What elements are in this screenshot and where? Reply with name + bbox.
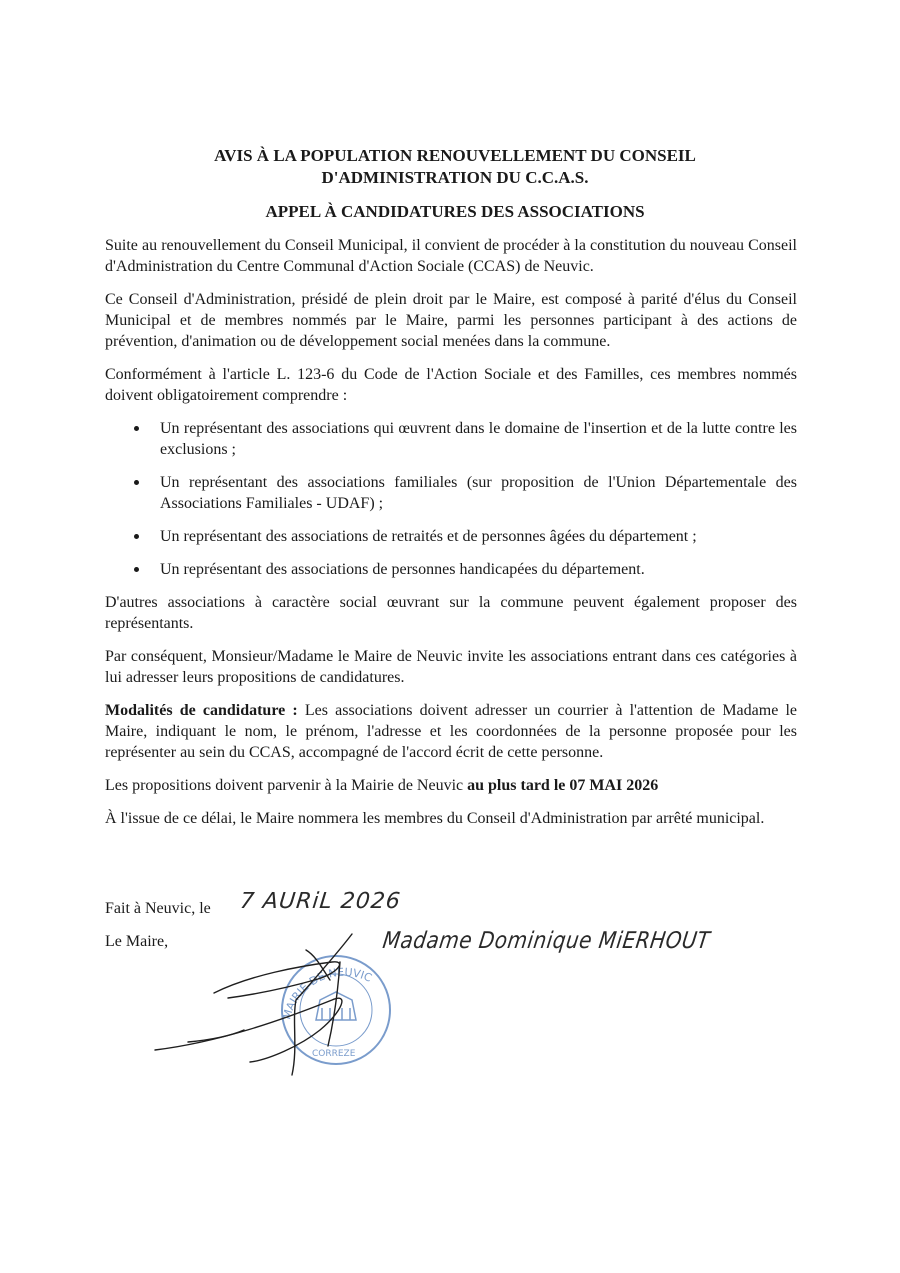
- title-line-2: D'ADMINISTRATION DU C.C.A.S.: [321, 168, 589, 187]
- stamp-emblem-icon: [316, 992, 356, 1020]
- body: [105, 235, 797, 841]
- paragraph-5: Par conséquent, Monsieur/Madame le Maire de Neuvic invite les associations entrant dans ces catégories à lui adresser leurs propositions de candidatures.: [105, 648, 797, 686]
- deadline-text: Les propositions doivent parvenir à la Mairie de Neuvic: [105, 777, 468, 794]
- subtitle: APPEL À CANDIDATURES DES ASSOCIATIONS: [265, 202, 645, 221]
- stamp-text-top: MAIRIE DE NEUVIC: [280, 965, 374, 1021]
- town-hall-stamp: [280, 956, 390, 1064]
- paragraph-4: D'autres associations à caractère social œuvrant sur la commune peuvent également proposer des représentants.: [105, 594, 797, 632]
- paragraph-7: [105, 775, 797, 796]
- stamp-text-bottom: CORREZE: [312, 1049, 356, 1059]
- deadline-date: au plus tard le 07 MAI 2026: [467, 777, 659, 794]
- paragraph-1: Suite au renouvellement du Conseil Municipal, il convient de procéder à la constitution du nouveau Conseil d'Administration du Centre Communal d'Action Sociale (CCAS) de Neuvic.: [105, 237, 797, 275]
- handwritten-date: 7 AURiL 2026: [238, 889, 403, 914]
- paragraph-8: À l'issue de ce délai, le Maire nommera les membres du Conseil d'Administration par arrêté municipal.: [105, 810, 765, 827]
- list-item: Un représentant des associations de retraités et de personnes âgées du département ;: [160, 526, 797, 547]
- mayor-signature: [155, 934, 352, 1075]
- modalites-text: Les associations doivent adresser un courrier à l'attention de Madame le Maire, indiquant le nom, le prénom, l'adresse et les coordonnées de la personne proposée pour les représenter au sein du CCAS, accompagné de l'accord écrit de cette personne.: [105, 702, 798, 761]
- title-line-1: AVIS À LA POPULATION RENOUVELLEMENT DU CONSEIL: [214, 146, 696, 165]
- list-item: Un représentant des associations qui œuvrent dans le domaine de l'insertion et de la lutte contre les exclusions ;: [160, 420, 797, 458]
- fait-label: Fait à Neuvic, le: [105, 900, 211, 917]
- paragraph-6: [105, 700, 797, 763]
- paragraph-2: Ce Conseil d'Administration, présidé de plein droit par le Maire, est composé à parité d'élus du Conseil Municipal et de membres nommés par le Maire, parmi les personnes participant à des actions de prévention, d'animation ou de développement social menées dans la commune.: [105, 291, 797, 350]
- maire-label: Le Maire,: [105, 933, 169, 950]
- handwritten-name: Madame Dominique MiERHOUT: [381, 926, 712, 954]
- representatives-list: [105, 418, 797, 580]
- list-item: Un représentant des associations de personnes handicapées du département.: [160, 559, 797, 580]
- modalites-label: Modalités de candidature :: [105, 702, 298, 719]
- paragraph-3: Conformément à l'article L. 123-6 du Code de l'Action Sociale et des Familles, ces membres nommés doivent obligatoirement comprendre :: [105, 366, 797, 404]
- header: [105, 145, 805, 223]
- list-item: Un représentant des associations familiales (sur proposition de l'Union Départementale des Associations Familiales - UDAF) ;: [160, 474, 797, 512]
